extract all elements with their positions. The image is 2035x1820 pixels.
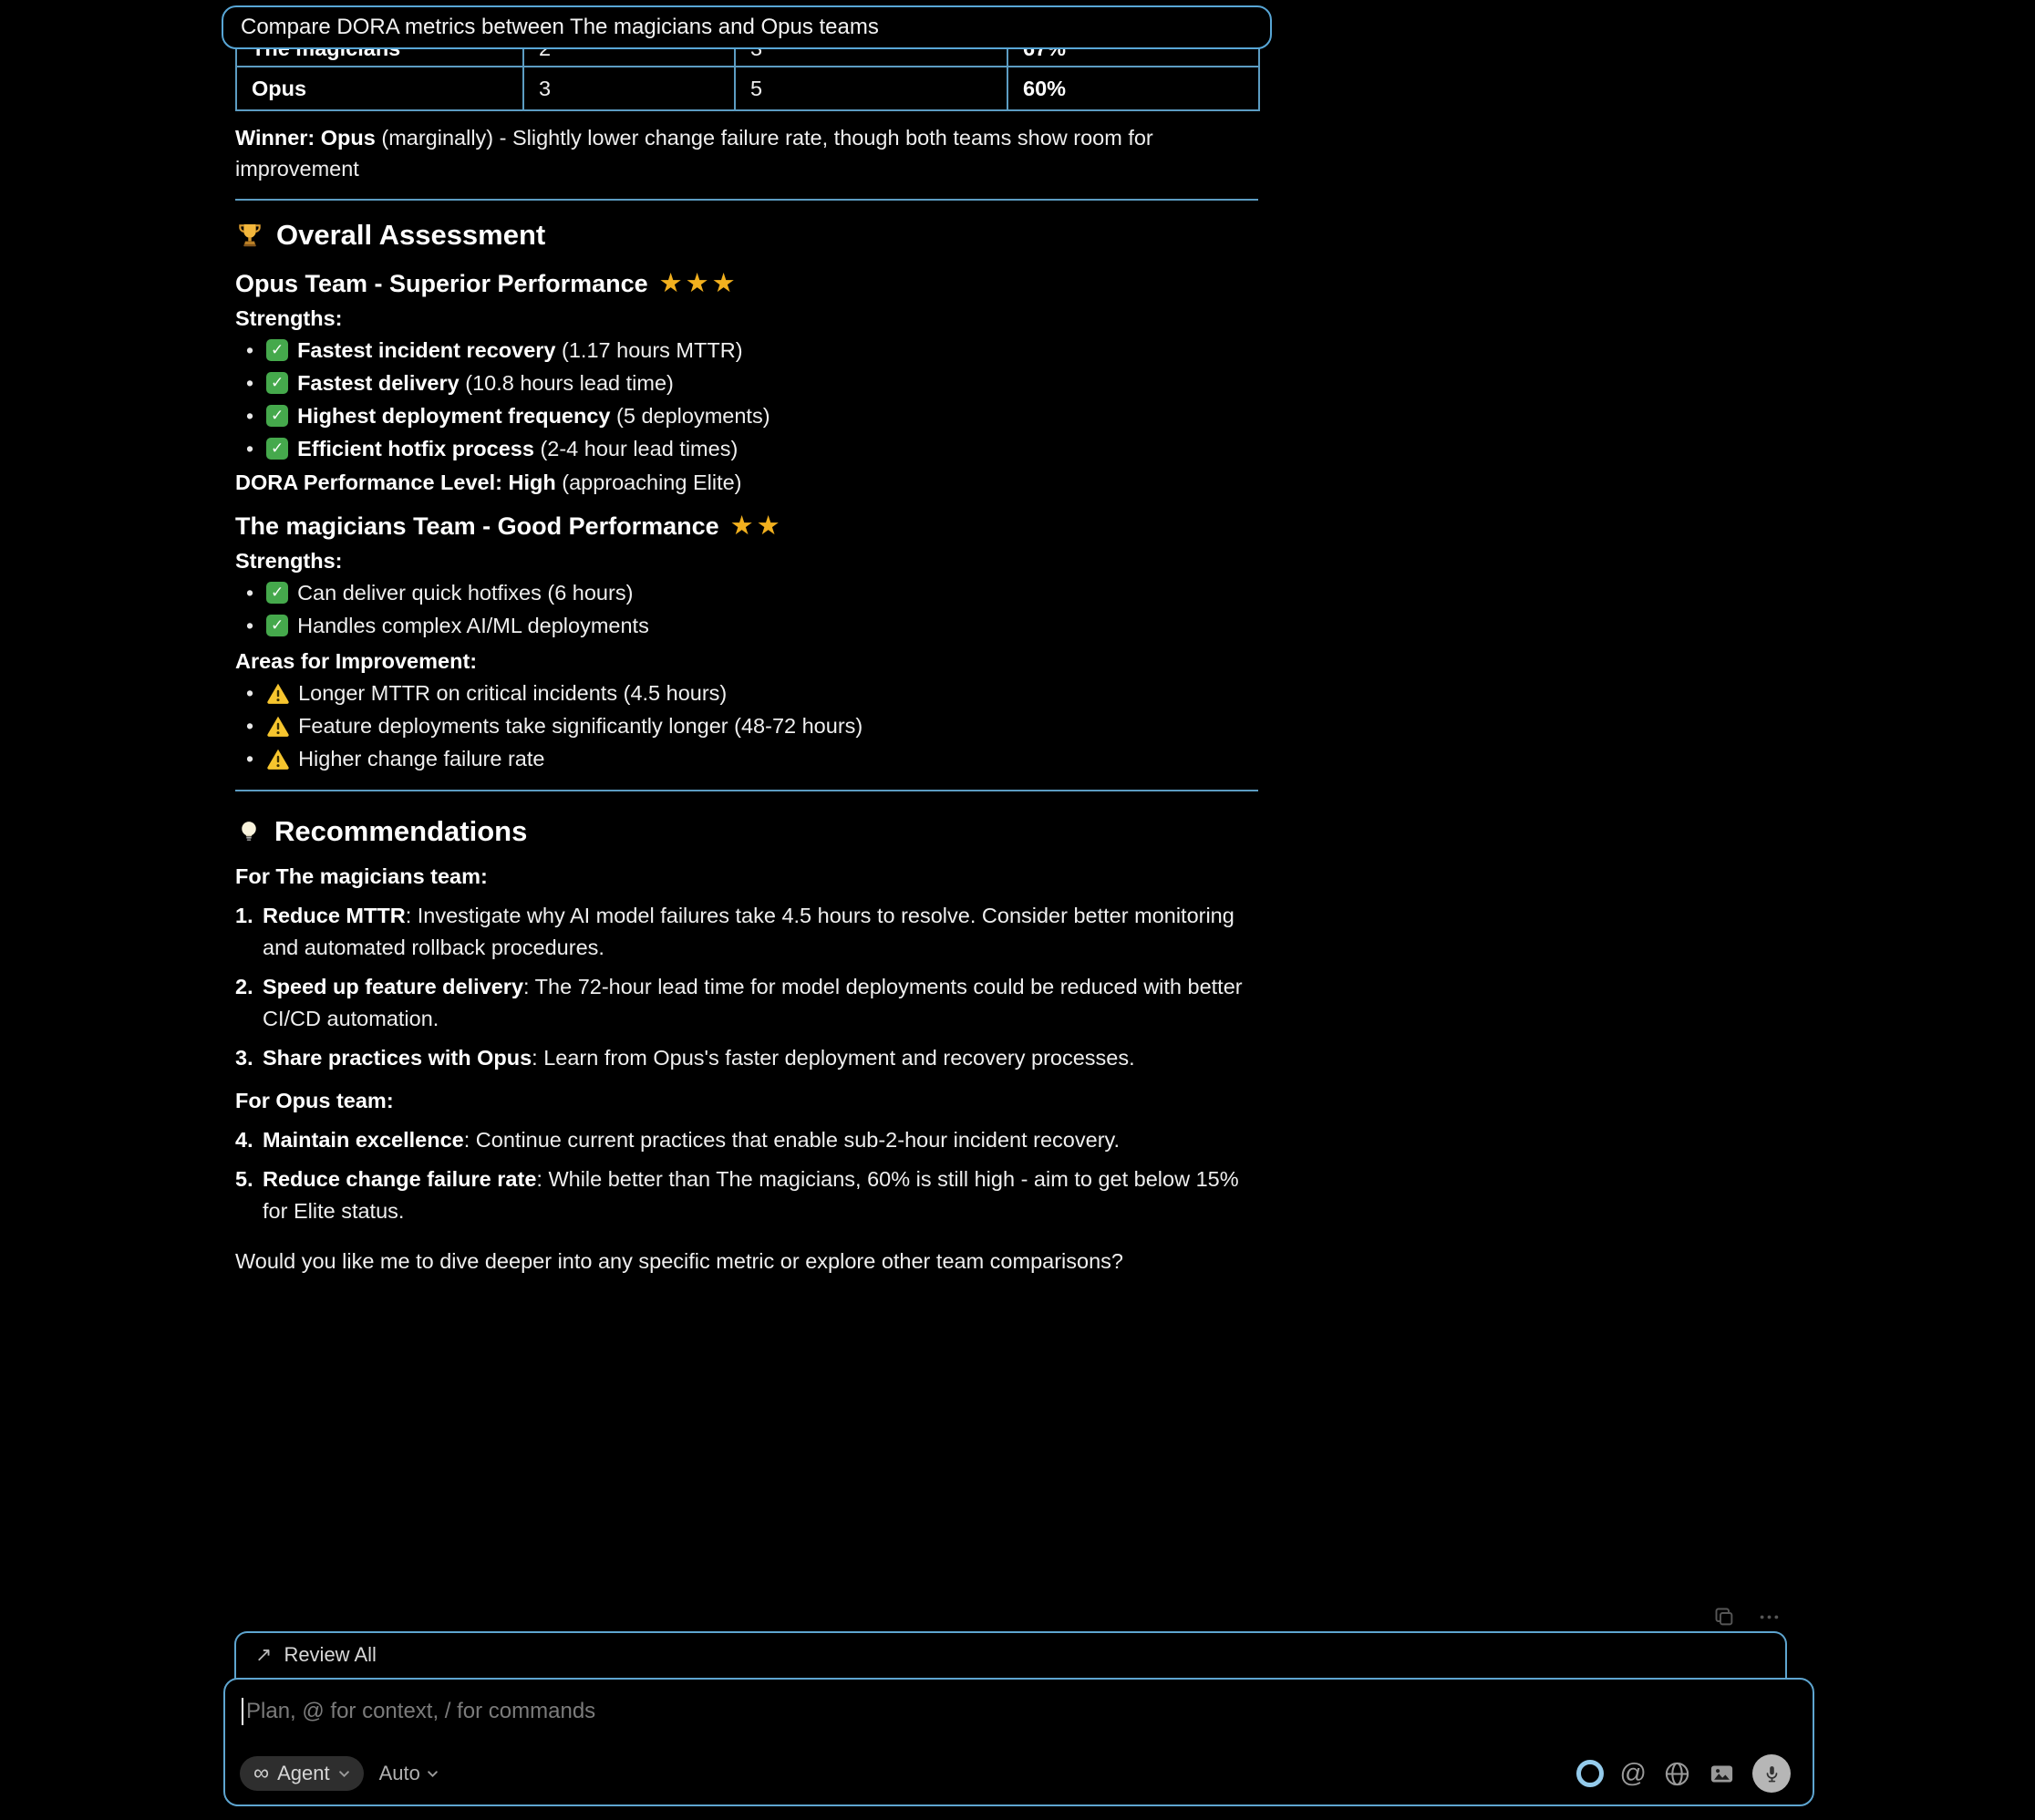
overall-assessment-heading <box>235 217 1258 253</box>
model-label: Auto <box>378 1762 420 1784</box>
check-icon <box>266 405 288 427</box>
winner-line: Winner: Opus (marginally) - Slightly lower change failure rate, though both teams show room for improvement <box>235 126 1153 181</box>
trophy-icon <box>235 221 264 250</box>
numbered-item: 4. Maintain excellence: Continue current practices that enable sub-2-hour incident recovery. <box>235 1128 1121 1152</box>
strengths-label: Strengths: <box>235 306 343 330</box>
copy-icon[interactable] <box>1712 1605 1737 1629</box>
list-item: • Higher change failure rate <box>235 742 1258 775</box>
section-divider <box>235 199 1258 201</box>
table-cell: 60% <box>1007 67 1259 110</box>
composer-placeholder: Plan, @ for context, / for commands <box>246 1699 596 1723</box>
check-icon <box>266 582 288 604</box>
list-item: ✓ • Highest deployment frequency (5 deployments) <box>235 399 1258 432</box>
magicians-team-heading: The magicians Team - Good Performance ★★ <box>235 512 783 541</box>
at-mention-icon[interactable]: @ <box>1619 1758 1647 1788</box>
agent-mode-label: Agent <box>277 1762 330 1784</box>
check-icon <box>266 615 288 636</box>
section-title: Overall Assessment <box>276 219 546 251</box>
table-row <box>236 67 1259 110</box>
for-opus-label: For Opus team: <box>235 1089 394 1112</box>
magicians-improvements-list <box>235 677 1258 775</box>
review-all-label: Review All <box>284 1643 377 1666</box>
list-item: ✓ • Can deliver quick hotfixes (6 hours) <box>235 576 1258 609</box>
strengths-label: Strengths: <box>235 549 343 573</box>
numbered-item: 2. Speed up feature delivery: The 72-hour lead time for model deployments could be reduced with better CI/CD automation. <box>235 975 1243 1030</box>
user-prompt-bubble[interactable] <box>222 5 1272 49</box>
check-icon <box>266 372 288 394</box>
context-usage-ring-icon[interactable] <box>1576 1760 1604 1787</box>
numbered-item: 1. Reduce MTTR: Investigate why AI model failures take 4.5 hours to resolve. Consider better monitoring and automated rollback procedures. <box>235 904 1234 959</box>
agent-mode-selector[interactable] <box>240 1756 364 1791</box>
opus-strengths-list <box>235 334 1258 465</box>
assistant-message <box>235 13 1258 1277</box>
model-selector[interactable] <box>379 1762 439 1785</box>
numbered-item: 3. Share practices with Opus: Learn from Opus's faster deployment and recovery processes. <box>235 1046 1135 1070</box>
closing-question: Would you like me to dive deeper into any specific metric or explore other team comparisons? <box>235 1249 1123 1273</box>
arrow-up-right-icon: ↗ <box>255 1643 273 1666</box>
lightbulb-icon <box>235 818 263 845</box>
list-item: ✓ • Efficient hotfix process (2-4 hour lead times) <box>235 432 1258 465</box>
warning-icon <box>266 714 290 738</box>
magicians-strengths-list <box>235 576 1258 642</box>
warning-icon <box>266 747 290 770</box>
list-item: • Feature deployments take significantly longer (48-72 hours) <box>235 709 1258 742</box>
list-item: • Longer MTTR on critical incidents (4.5 hours) <box>235 677 1258 709</box>
composer-text-area[interactable] <box>242 1698 1792 1725</box>
check-icon <box>266 438 288 460</box>
composer-input-box[interactable] <box>223 1678 1814 1806</box>
for-magicians-label: For The magicians team: <box>235 864 488 888</box>
list-item: ✓ • Fastest delivery (10.8 hours lead time) <box>235 367 1258 399</box>
section-divider <box>235 790 1258 791</box>
composer-toolbar <box>240 1754 1791 1793</box>
list-item: ✓ • Fastest incident recovery (1.17 hours MTTR) <box>235 334 1258 367</box>
dora-level-line: DORA Performance Level: High (approaching Elite) <box>235 471 742 494</box>
text-caret <box>242 1698 243 1725</box>
microphone-button[interactable] <box>1752 1754 1791 1793</box>
message-actions <box>1712 1605 1782 1629</box>
user-prompt-text: Compare DORA metrics between The magicians and Opus teams <box>241 15 879 39</box>
image-icon[interactable] <box>1708 1760 1736 1788</box>
microphone-icon <box>1761 1763 1782 1784</box>
star-rating: ★★★ <box>658 269 739 298</box>
globe-icon[interactable] <box>1663 1760 1691 1788</box>
chevron-down-icon <box>427 1770 439 1778</box>
list-item: ✓ • Handles complex AI/ML deployments <box>235 609 1258 642</box>
opus-team-heading: Opus Team - Superior Performance ★★★ <box>235 269 739 298</box>
warning-icon <box>266 681 290 705</box>
improvements-label: Areas for Improvement: <box>235 649 478 673</box>
check-icon <box>266 339 288 361</box>
section-title: Recommendations <box>274 815 528 847</box>
table-cell-team: Opus <box>236 67 523 110</box>
composer-actions <box>1576 1754 1791 1793</box>
chevron-down-icon <box>338 1770 350 1778</box>
table-cell: 5 <box>735 67 1007 110</box>
table-cell: 3 <box>523 67 735 110</box>
star-rating: ★★ <box>729 512 783 541</box>
more-options-icon[interactable] <box>1757 1605 1782 1629</box>
recommendations-heading <box>235 813 1258 850</box>
infinity-icon: ∞ <box>253 1761 270 1785</box>
numbered-item: 5. Reduce change failure rate: While better than The magicians, 60% is still high - aim to get below 15% for Elite status. <box>235 1167 1239 1223</box>
